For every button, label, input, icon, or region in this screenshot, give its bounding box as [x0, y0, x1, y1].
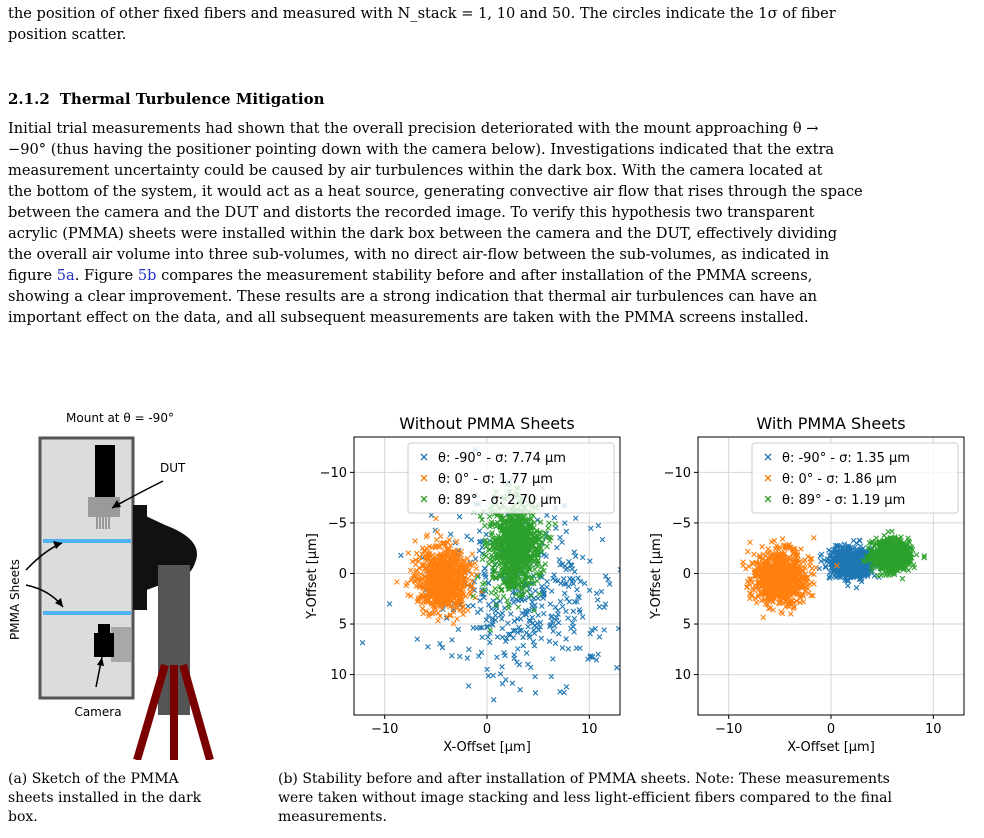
- data-point: [562, 591, 567, 596]
- data-point: [599, 589, 604, 594]
- data-point: [812, 582, 817, 587]
- mount-arm: [133, 505, 147, 610]
- data-point: [465, 608, 470, 613]
- data-point: [541, 611, 546, 616]
- data-point: [477, 529, 482, 534]
- data-point: [461, 612, 466, 617]
- data-point: [449, 653, 454, 658]
- data-point: [491, 697, 496, 702]
- data-point: [498, 672, 503, 677]
- data-point: [548, 602, 553, 607]
- chart-title: Without PMMA Sheets: [399, 414, 575, 433]
- x-tick-label: 0: [482, 722, 492, 737]
- data-point: [537, 592, 542, 597]
- data-point: [566, 646, 571, 651]
- data-point: [493, 613, 498, 618]
- data-point: [553, 641, 558, 646]
- data-point: [540, 584, 545, 589]
- data-point: [748, 540, 753, 545]
- data-point: [780, 537, 785, 542]
- data-point: [554, 545, 559, 550]
- body-line-refs: figure 5a. Figure 5b compares the measurement stability before and after installation of the PMMA screens,: [8, 267, 813, 284]
- data-point: [436, 618, 441, 623]
- data-point: [544, 513, 549, 518]
- data-point: [552, 515, 557, 520]
- body-line: −90° (thus having the positioner pointing down with the camera below). Investigations indicated that the extra: [8, 141, 835, 158]
- data-point: [560, 646, 565, 651]
- data-point: [564, 684, 569, 689]
- data-point: [531, 628, 536, 633]
- data-point: [466, 684, 471, 689]
- data-point: [417, 555, 422, 560]
- camera-label: Camera: [74, 705, 122, 719]
- y-axis-label: Y-Offset [μm]: [305, 533, 320, 619]
- data-point: [448, 532, 453, 537]
- data-point: [754, 600, 759, 605]
- data-point: [491, 673, 496, 678]
- body-line: important effect on the data, and all subsequent measurements are taken with the PMMA screens installed.: [8, 309, 809, 326]
- data-point: [799, 547, 804, 552]
- data-point: [524, 651, 529, 656]
- data-point: [560, 540, 565, 545]
- data-point: [515, 660, 520, 665]
- data-point: [745, 549, 750, 554]
- data-point: [750, 580, 755, 585]
- data-point: [414, 551, 419, 556]
- y-tick-label: −10: [319, 465, 347, 481]
- data-point: [477, 548, 482, 553]
- data-point: [498, 612, 503, 617]
- y-tick-label: 5: [338, 617, 347, 633]
- data-point: [760, 544, 765, 549]
- data-point: [811, 535, 816, 540]
- data-point: [752, 552, 757, 557]
- intro-paragraph: [8, 3, 976, 45]
- data-point: [544, 554, 549, 559]
- data-point: [488, 628, 493, 633]
- data-point: [572, 550, 577, 555]
- data-point: [602, 628, 607, 633]
- data-point: [508, 612, 513, 617]
- legend-entry: θ: -90° - σ: 7.74 μm: [438, 451, 566, 466]
- data-point: [553, 526, 558, 531]
- data-point: [484, 532, 489, 537]
- data-point: [516, 605, 521, 610]
- data-point: [624, 575, 629, 580]
- data-point: [803, 558, 808, 563]
- data-point: [614, 665, 619, 670]
- data-point: [532, 567, 537, 572]
- section-heading: [8, 90, 325, 108]
- data-point: [565, 566, 570, 571]
- body-line: the bottom of the system, it would act as a heat source, generating convective air flow that rises through the space: [8, 183, 863, 200]
- data-point: [566, 584, 571, 589]
- legend-entry: θ: 89° - σ: 2.70 μm: [438, 493, 562, 508]
- data-point: [545, 544, 550, 549]
- data-point: [596, 523, 601, 528]
- data-point: [573, 516, 578, 521]
- data-point: [408, 568, 413, 573]
- body-line: acrylic (PMMA) sheets were installed within the dark box between the camera and the DUT, effectively dividing: [8, 225, 838, 242]
- pmma-label: PMMA Sheets: [8, 559, 22, 640]
- data-point: [845, 583, 850, 588]
- data-point: [500, 626, 505, 631]
- data-point: [600, 537, 605, 542]
- data-point: [562, 690, 567, 695]
- data-point: [493, 591, 498, 596]
- data-point: [413, 539, 418, 544]
- body-line: Initial trial measurements had shown that the overall precision deteriorated with the mount approaching θ →: [8, 120, 819, 137]
- data-point: [526, 624, 531, 629]
- y-tick-label: −5: [327, 516, 347, 532]
- data-point: [521, 643, 526, 648]
- data-point: [536, 596, 541, 601]
- data-point: [819, 552, 824, 557]
- data-point: [455, 616, 460, 621]
- data-point: [495, 596, 500, 601]
- data-point: [489, 590, 494, 595]
- data-point: [471, 603, 476, 608]
- pmma-sketch: [0, 405, 240, 760]
- data-point: [551, 629, 556, 634]
- data-point: [594, 591, 599, 596]
- data-point: [588, 559, 593, 564]
- section-number: 2.1.2: [8, 90, 50, 108]
- data-point: [470, 552, 475, 557]
- data-point: [456, 627, 461, 632]
- data-point: [425, 533, 430, 538]
- data-point: [505, 598, 510, 603]
- data-point: [457, 514, 462, 519]
- data-point: [545, 585, 550, 590]
- data-point: [914, 552, 919, 557]
- data-point: [528, 665, 533, 670]
- y-tick-label: 0: [338, 566, 347, 582]
- data-point: [505, 621, 510, 626]
- data-point: [409, 578, 414, 583]
- scatter-points: [741, 529, 927, 620]
- data-point: [399, 553, 404, 558]
- pmma-sheet-lower: [43, 611, 131, 615]
- data-point: [518, 616, 523, 621]
- data-point: [475, 610, 480, 615]
- intro-line-2: position scatter.: [8, 26, 127, 43]
- data-point: [450, 637, 455, 642]
- data-point: [801, 599, 806, 604]
- data-point: [530, 603, 535, 608]
- data-point: [554, 618, 559, 623]
- data-point: [500, 635, 505, 640]
- data-point: [882, 533, 887, 538]
- data-point: [394, 580, 399, 585]
- figure-ref-5a[interactable]: 5a: [56, 267, 75, 284]
- data-point: [573, 554, 578, 559]
- data-point: [556, 631, 561, 636]
- data-point: [788, 612, 793, 617]
- data-point: [594, 657, 599, 662]
- data-point: [533, 690, 538, 695]
- x-tick-label: 10: [581, 722, 598, 737]
- x-tick-label: −10: [370, 722, 399, 737]
- data-point: [465, 656, 470, 661]
- data-point: [607, 582, 612, 587]
- data-point: [549, 589, 554, 594]
- intro-line-1: the position of other fixed fibers and measured with N_stack = 1, 10 and 50. The circles indicate the 1σ of fiber: [8, 5, 836, 22]
- data-point: [469, 537, 474, 542]
- data-point: [494, 655, 499, 660]
- data-point: [360, 640, 365, 645]
- data-point: [564, 609, 569, 614]
- tripod: [137, 665, 210, 760]
- data-point: [570, 621, 575, 626]
- data-point: [558, 535, 563, 540]
- data-point: [473, 557, 478, 562]
- data-point: [807, 564, 812, 569]
- data-point: [558, 599, 563, 604]
- data-point: [763, 553, 768, 558]
- data-point: [487, 640, 492, 645]
- chart-title: With PMMA Sheets: [756, 414, 906, 433]
- data-point: [532, 643, 537, 648]
- data-point: [531, 639, 536, 644]
- data-point: [521, 635, 526, 640]
- section-title: Thermal Turbulence Mitigation: [59, 90, 325, 108]
- data-point: [780, 611, 785, 616]
- data-point: [809, 580, 814, 585]
- data-point: [566, 616, 571, 621]
- data-point: [567, 599, 572, 604]
- data-point: [557, 557, 562, 562]
- data-point: [890, 529, 895, 534]
- data-point: [457, 654, 462, 659]
- data-point: [469, 572, 474, 577]
- data-point: [466, 647, 471, 652]
- camera-top: [98, 624, 110, 634]
- data-point: [510, 681, 515, 686]
- data-point: [560, 604, 565, 609]
- data-point: [482, 523, 487, 528]
- data-point: [564, 637, 569, 642]
- data-point: [616, 626, 621, 631]
- data-point: [564, 529, 569, 534]
- data-point: [415, 637, 420, 642]
- body-paragraph: [8, 118, 976, 328]
- data-point: [550, 656, 555, 661]
- body-line: between the camera and the DUT and distorts the recorded image. To verify this hypothesis two transparent: [8, 204, 815, 221]
- data-point: [545, 579, 550, 584]
- data-point: [761, 615, 766, 620]
- data-point: [572, 616, 577, 621]
- data-point: [741, 560, 746, 565]
- data-point: [506, 602, 511, 607]
- data-point: [580, 555, 585, 560]
- dut-body: [95, 445, 115, 497]
- data-point: [624, 483, 629, 488]
- data-point: [597, 634, 602, 639]
- data-point: [425, 644, 430, 649]
- data-point: [854, 585, 859, 590]
- data-point: [547, 639, 552, 644]
- body-line: the overall air volume into three sub-volumes, with no direct air-flow between the sub-volumes, as indicated in: [8, 246, 830, 263]
- sketch-title: Mount at θ = -90°: [66, 411, 174, 425]
- data-point: [553, 522, 558, 527]
- data-point: [495, 634, 500, 639]
- data-point: [561, 576, 566, 581]
- data-point: [596, 652, 601, 657]
- x-axis-label: X-Offset [μm]: [443, 740, 531, 755]
- data-point: [539, 636, 544, 641]
- data-point: [571, 609, 576, 614]
- data-point: [500, 730, 505, 735]
- chart-without-pmma: [300, 405, 630, 765]
- data-point: [597, 604, 602, 609]
- data-point: [434, 537, 439, 542]
- dut-label: DUT: [160, 461, 186, 475]
- data-point: [454, 539, 459, 544]
- body-line: measurement uncertainty could be caused by air turbulences within the dark box. With the camera located at: [8, 162, 823, 179]
- data-point: [474, 566, 479, 571]
- camera-body: [94, 633, 114, 657]
- data-point: [539, 604, 544, 609]
- data-point: [575, 587, 580, 592]
- chart-with-pmma: [634, 405, 984, 765]
- data-point: [435, 529, 440, 534]
- figure-ref-5b[interactable]: 5b: [137, 267, 157, 284]
- data-point: [515, 646, 520, 651]
- data-point: [771, 608, 776, 613]
- data-point: [387, 601, 392, 606]
- y-tick-label: 10: [330, 668, 347, 684]
- body-line: showing a clear improvement. These results are a strong indication that thermal air turbulences can have an: [8, 288, 818, 305]
- data-point: [558, 581, 563, 586]
- data-point: [900, 576, 905, 581]
- data-point: [574, 646, 579, 651]
- data-point: [546, 526, 551, 531]
- legend-entry: θ: 0° - σ: 1.77 μm: [438, 472, 553, 487]
- data-point: [406, 551, 411, 556]
- data-point: [499, 616, 504, 621]
- data-point: [419, 572, 424, 577]
- data-point: [480, 635, 485, 640]
- data-point: [580, 615, 585, 620]
- data-point: [465, 534, 470, 539]
- data-point: [595, 597, 600, 602]
- data-point: [569, 626, 574, 631]
- data-point: [512, 653, 517, 658]
- data-point: [500, 681, 505, 686]
- data-point: [474, 626, 479, 631]
- data-point: [518, 687, 523, 692]
- data-point: [487, 514, 492, 519]
- data-point: [536, 613, 541, 618]
- data-point: [434, 516, 439, 521]
- data-point: [500, 664, 505, 669]
